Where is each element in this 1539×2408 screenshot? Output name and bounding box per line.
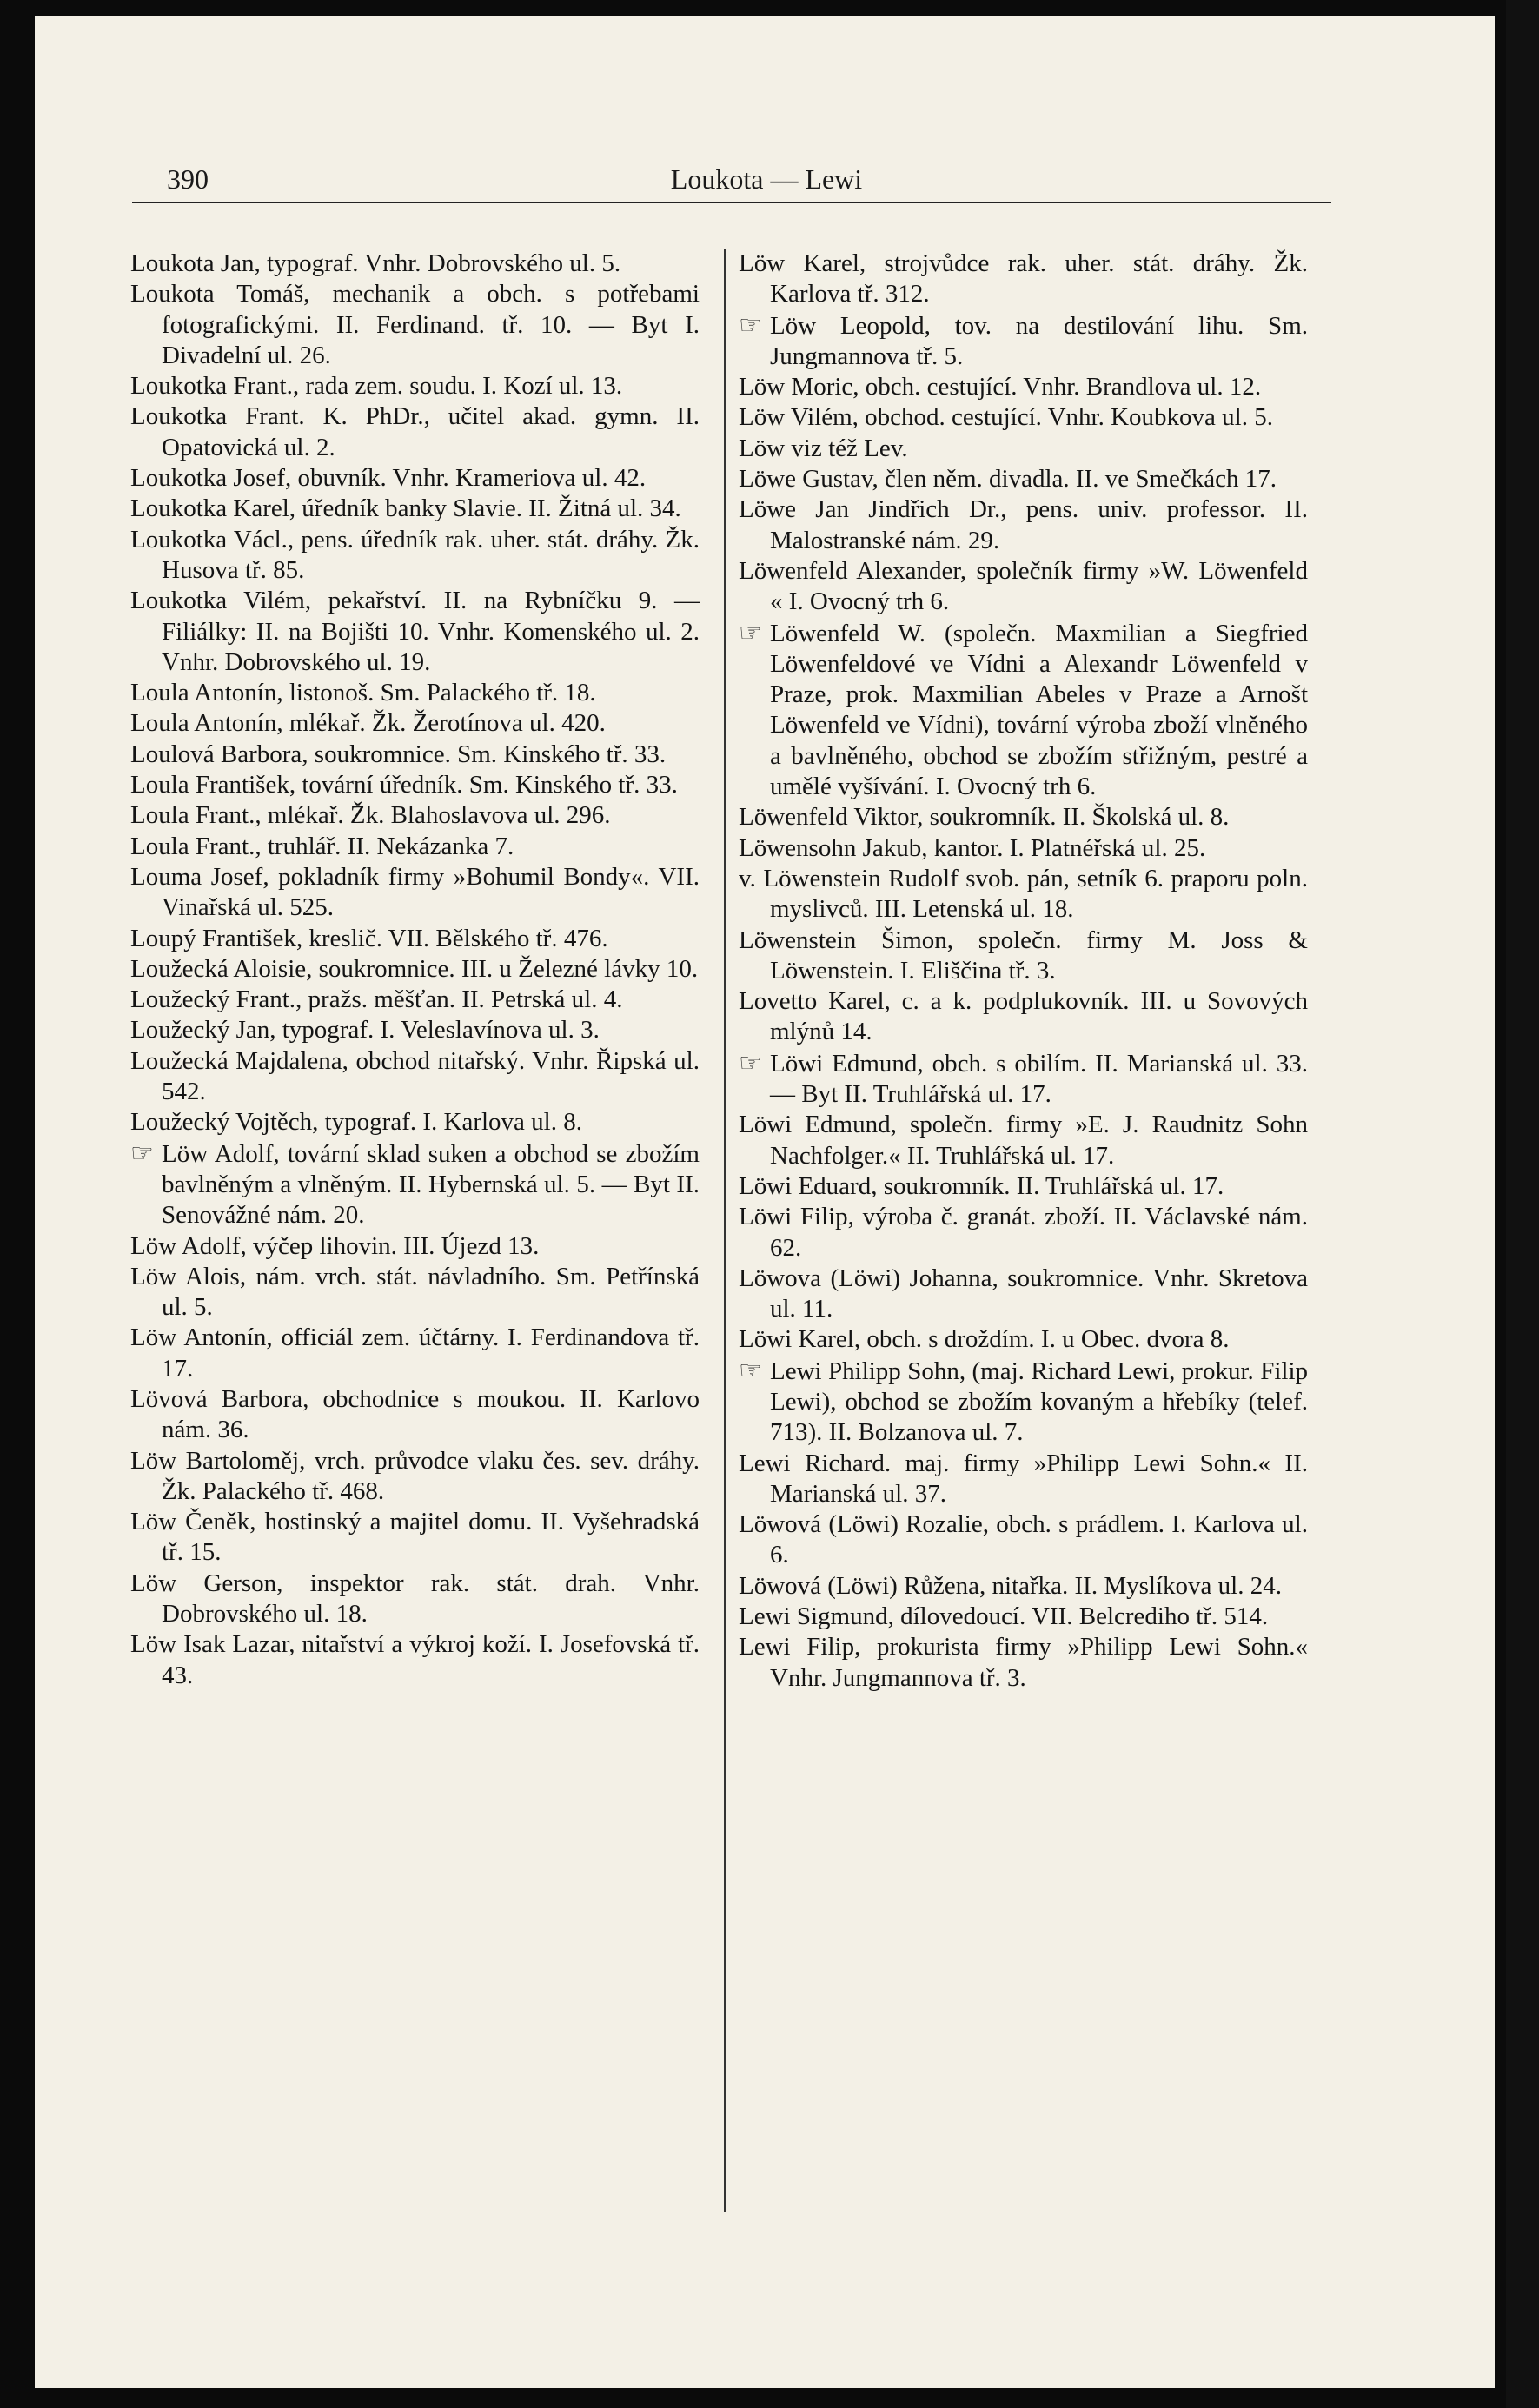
- pointing-hand-icon: ☞: [739, 1356, 762, 1385]
- directory-entry: [130, 954, 700, 985]
- entry-text: Löw Isak Lazar, nitařství a výkroj koží. I. Josefovská tř. 43.: [130, 1630, 700, 1689]
- directory-entry: [739, 1202, 1308, 1264]
- directory-entry: [739, 464, 1308, 494]
- directory-entry: [130, 371, 700, 401]
- directory-entry: [130, 494, 700, 524]
- entry-text: Loulová Barbora, soukromnice. Sm. Kinského tř. 33.: [130, 740, 667, 768]
- entry-text: Löw Alois, nám. vrch. stát. návladního. Sm. Petřínská ul. 5.: [130, 1262, 700, 1322]
- entry-text: Löw viz též Lev.: [739, 434, 908, 462]
- entry-text: Löwova (Löwi) Johanna, soukromnice. Vnhr. Skretova ul. 11.: [739, 1264, 1308, 1323]
- entry-text: Löw Bartoloměj, vrch. průvodce vlaku čes. sev. dráhy. Žk. Palackého tř. 468.: [130, 1446, 700, 1505]
- pointing-hand-icon: ☞: [739, 1048, 762, 1078]
- directory-entry: [130, 1046, 700, 1108]
- pointing-hand-icon: ☞: [739, 310, 762, 340]
- running-header: [167, 163, 1366, 202]
- page-number: 390: [167, 163, 209, 195]
- directory-entry: [130, 1569, 700, 1630]
- entry-text: Löw Adolf, tovární sklad suken a obchod se zbožím bavlněným a vlněným. II. Hybernská ul. 5. — Byt II. Senovážné nám. 20.: [162, 1139, 700, 1230]
- directory-entry: [130, 1231, 700, 1262]
- running-title: Loukota — Lewi: [670, 163, 863, 195]
- entry-text: Löw Karel, strojvůdce rak. uher. stát. dráhy. Žk. Karlova tř. 312.: [739, 249, 1308, 308]
- entry-text: Loukotka Frant., rada zem. soudu. I. Kozí ul. 13.: [130, 372, 623, 401]
- entry-text: Lövová Barbora, obchodnice s moukou. II. Karlovo nám. 36.: [130, 1384, 700, 1444]
- directory-entry: [739, 1571, 1308, 1602]
- entry-text: Loužecká Majdalena, obchod nitařský. Vnhr. Řipská ul. 542.: [130, 1046, 700, 1106]
- directory-entry: [739, 249, 1308, 310]
- entry-text: Lewi Richard. maj. firmy »Philipp Lewi Sohn.« II. Marianská ul. 37.: [739, 1449, 1308, 1508]
- directory-entry: [130, 1107, 700, 1138]
- entry-text: Loupý František, kreslič. VII. Bělského tř. 476.: [130, 924, 608, 952]
- entry-text: Löwenstein Šimon, společn. firmy M. Joss & Löwenstein. I. Eliščina tř. 3.: [739, 925, 1308, 985]
- directory-entry: [130, 832, 700, 862]
- entry-text: Loula Frant., truhlář. II. Nekázanka 7.: [130, 832, 514, 860]
- directory-entry: [739, 1449, 1308, 1510]
- directory-entry: [130, 1384, 700, 1446]
- entry-text: Löw Leopold, tov. na destilování lihu. Sm. Jungmannova tř. 5.: [770, 311, 1308, 370]
- directory-entry: [739, 310, 1308, 373]
- book-spine-edge: [1506, 0, 1539, 2408]
- entry-text: Loula František, tovární úředník. Sm. Kinského tř. 33.: [130, 771, 678, 799]
- directory-entry: [130, 985, 700, 1015]
- entry-text: Löwi Edmund, obch. s obilím. II. Marianská ul. 33. — Byt II. Truhlářská ul. 17.: [770, 1049, 1308, 1109]
- directory-entry: [130, 1507, 700, 1569]
- directory-entry: [739, 1356, 1308, 1449]
- entry-text: Loula Frant., mlékař. Žk. Blahoslavova ul. 296.: [130, 801, 611, 830]
- left-column: [130, 249, 700, 1691]
- entry-text: Löwi Eduard, soukromník. II. Truhlářská ul. 17.: [739, 1171, 1224, 1200]
- directory-entry: [739, 494, 1308, 556]
- entry-text: Loukota Tomáš, mechanik a obch. s potřebami fotografickými. II. Ferdinand. tř. 10. — Byt I. Divadelní ul. 26.: [130, 280, 700, 369]
- entry-text: Loužecký Vojtěch, typograf. I. Karlova ul. 8.: [130, 1108, 582, 1137]
- entry-text: Loužecká Aloisie, soukromnice. III. u Železné lávky 10.: [130, 954, 699, 983]
- directory-entry: [739, 556, 1308, 618]
- entry-text: Löwenfeld Viktor, soukromník. II. Školská ul. 8.: [739, 803, 1230, 832]
- column-divider: [724, 249, 726, 2212]
- entry-text: Löwe Jan Jindřich Dr., pens. univ. professor. II. Malostranské nám. 29.: [739, 495, 1308, 554]
- directory-entry: [130, 463, 700, 494]
- directory-entry: [130, 1015, 700, 1045]
- entry-text: Loukotka Josef, obuvník. Vnhr. Krameriova ul. 42.: [130, 464, 647, 493]
- directory-entry: [739, 833, 1308, 864]
- directory-entry: [130, 924, 700, 954]
- directory-entry: [130, 1323, 700, 1384]
- entry-text: Loukotka Karel, úředník banky Slavie. II. Žitná ul. 34.: [130, 494, 681, 523]
- entry-text: Lewi Filip, prokurista firmy »Philipp Lewi Sohn.« Vnhr. Jungmannova tř. 3.: [739, 1633, 1308, 1692]
- directory-entry: [739, 618, 1308, 803]
- entry-text: Loukota Jan, typograf. Vnhr. Dobrovského ul. 5.: [130, 249, 621, 277]
- entry-text: Löwová (Löwi) Růžena, nitařka. II. Myslíkova ul. 24.: [739, 1571, 1282, 1600]
- directory-entry: [739, 1509, 1308, 1571]
- entry-text: Löwenfeld Alexander, společník firmy »W. Löwenfeld « I. Ovocný trh 6.: [739, 556, 1308, 616]
- directory-entry: [739, 802, 1308, 833]
- entry-text: Löw Moric, obch. cestující. Vnhr. Brandlova ul. 12.: [739, 373, 1262, 401]
- directory-entry: [739, 1324, 1308, 1355]
- entry-text: Loukotka Frant. K. PhDr., učitel akad. gymn. II. Opatovická ul. 2.: [130, 402, 700, 461]
- directory-entry: [130, 1629, 700, 1691]
- directory-entry: [739, 1602, 1308, 1632]
- pointing-hand-icon: ☞: [130, 1138, 154, 1168]
- entry-text: Löw Adolf, výčep lihovin. III. Újezd 13.: [130, 1231, 540, 1260]
- directory-entry: [130, 1138, 700, 1231]
- entry-text: Loula Antonín, mlékař. Žk. Žerotínova ul. 420.: [130, 709, 606, 738]
- directory-entry: [130, 279, 700, 371]
- entry-text: Löwi Edmund, společn. firmy »E. J. Raudnitz Sohn Nachfolger.« II. Truhlářská ul. 17.: [739, 1111, 1308, 1170]
- directory-entry: [739, 1048, 1308, 1111]
- entry-text: Loukotka Vilém, pekařství. II. na Rybníčku 9. — Filiálky: II. na Bojišti 10. Vnhr. Komenského ul. 2. Vnhr. Dobrovského ul. 19.: [130, 587, 700, 676]
- directory-entry: [130, 401, 700, 463]
- entry-text: Lewi Philipp Sohn, (maj. Richard Lewi, prokur. Filip Lewi), obchod se zbožím kovaným a hřebíky (telef. 713). II. Bolzanova ul. 7.: [770, 1357, 1308, 1447]
- entry-text: Louma Josef, pokladník firmy »Bohumil Bondy«. VII. Vinařská ul. 525.: [130, 862, 700, 922]
- entry-text: Löwensohn Jakub, kantor. I. Platnéřská ul. 25.: [739, 833, 1206, 862]
- directory-entry: [739, 434, 1308, 464]
- directory-entry: [130, 740, 700, 770]
- directory-entry: [130, 525, 700, 587]
- directory-entry: [739, 1264, 1308, 1325]
- directory-entry: [130, 862, 700, 924]
- directory-entry: [130, 708, 700, 739]
- directory-entry: [739, 925, 1308, 987]
- entry-text: Löwi Filip, výroba č. granát. zboží. II. Václavské nám. 62.: [739, 1203, 1308, 1262]
- header-rule: [132, 202, 1331, 203]
- directory-entry: [739, 864, 1308, 925]
- directory-entry: [739, 1171, 1308, 1202]
- entry-text: Löwenfeld W. (společn. Maxmilian a Siegfried Löwenfeldové ve Vídni a Alexandr Löwenfeld v Praze, prok. Maxmilian Abeles v Praze a Arnošt Löwenfeld ve Vídni), tovární výroba zboží vlněného a bavlněného, obchod se zbožím střižným, pestré a umělé vyšívání. I. Ovocný trh 6.: [770, 619, 1308, 801]
- directory-entry: [739, 402, 1308, 433]
- entry-text: Loula Antonín, listonoš. Sm. Palackého tř. 18.: [130, 679, 596, 707]
- directory-entry: [739, 986, 1308, 1048]
- entry-text: Löw Čeněk, hostinský a majitel domu. II. Vyšehradská tř. 15.: [130, 1508, 700, 1567]
- entry-text: Loužecký Jan, typograf. I. Veleslavínova ul. 3.: [130, 1016, 600, 1045]
- pointing-hand-icon: ☞: [739, 618, 762, 647]
- directory-entry: [130, 678, 700, 708]
- directory-entry: [130, 249, 700, 279]
- directory-entry: [130, 586, 700, 678]
- directory-entry: [130, 800, 700, 831]
- directory-entry: [739, 1110, 1308, 1171]
- entry-text: Löw Antonín, officiál zem. účtárny. I. Ferdinandova tř. 17.: [130, 1323, 700, 1383]
- entry-text: Löw Gerson, inspektor rak. stát. drah. Vnhr. Dobrovského ul. 18.: [130, 1569, 700, 1629]
- entry-text: Löwe Gustav, člen něm. divadla. II. ve Smečkách 17.: [739, 465, 1277, 494]
- directory-entry: [130, 1262, 700, 1323]
- directory-entry: [130, 1446, 700, 1508]
- entry-text: Loužecký Frant., pražs. měšťan. II. Petrská ul. 4.: [130, 985, 623, 1014]
- directory-entry: [739, 372, 1308, 402]
- entry-text: Löwi Karel, obch. s droždím. I. u Obec. dvora 8.: [739, 1325, 1230, 1354]
- entry-text: Loukotka Václ., pens. úředník rak. uher. stát. dráhy. Žk. Husova tř. 85.: [130, 525, 700, 584]
- right-column: [739, 249, 1308, 1694]
- directory-entry: [739, 1632, 1308, 1694]
- entry-text: v. Löwenstein Rudolf svob. pán, setník 6. praporu poln. myslivců. III. Letenská ul. 18.: [739, 864, 1308, 924]
- entry-text: Lewi Sigmund, dílovedoucí. VII. Belcrediho tř. 514.: [739, 1602, 1269, 1631]
- entry-text: Lovetto Karel, c. a k. podplukovník. III. u Sovových mlýnů 14.: [739, 987, 1308, 1046]
- entry-text: Löw Vilém, obchod. cestující. Vnhr. Koubkova ul. 5.: [739, 403, 1273, 432]
- entry-text: Löwová (Löwi) Rozalie, obch. s prádlem. I. Karlova ul. 6.: [739, 1510, 1308, 1569]
- directory-entry: [130, 770, 700, 800]
